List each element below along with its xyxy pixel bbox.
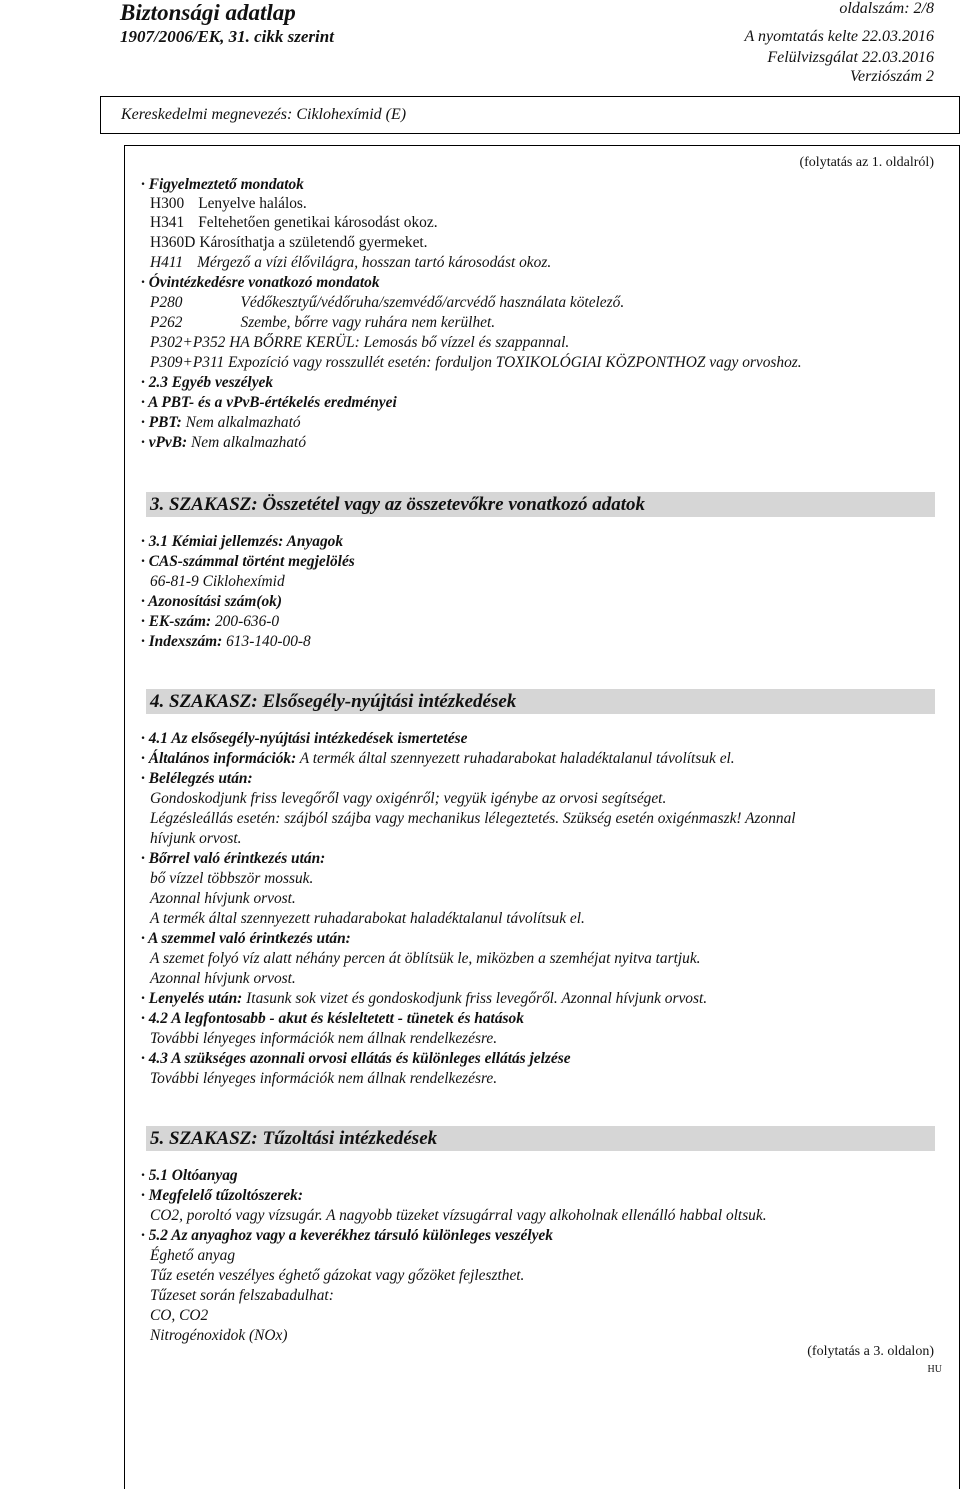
language-code: HU: [927, 1364, 942, 1375]
print-date: A nyomtatás kelte 22.03.2016: [744, 28, 934, 45]
s5-line: Nitrogénoxidok (NOx): [150, 1327, 288, 1344]
section-3-heading: 3. SZAKASZ: Összetétel vagy az összetevőkre vonatkozó adatok: [146, 492, 935, 517]
s3-chemical-characterization: · 3.1 Kémiai jellemzés: Anyagok: [141, 533, 344, 550]
s3-identifiers-title: · Azonosítási szám(ok): [141, 593, 282, 610]
h-statement: H360D Károsíthatja a születendő gyermeket.: [150, 234, 428, 251]
precautionary-title: · Óvintézkedésre vonatkozó mondatok: [141, 274, 380, 291]
revision-date: Felülvizsgálat 22.03.2016: [767, 49, 934, 66]
regulation-reference: 1907/2006/EK, 31. cikk szerint: [120, 27, 334, 46]
continued-from: (folytatás az 1. oldalról): [799, 155, 934, 170]
product-box: [100, 96, 960, 134]
s4-line: hívjunk orvost.: [150, 830, 242, 847]
s4-line: Azonnal hívjunk orvost.: [150, 970, 296, 987]
p-statement: P309+P311 Expozíció vagy rosszullét esetén: forduljon TOXIKOLÓGIAI KÖZPONTHOZ vagy orvoshoz.: [150, 354, 802, 371]
s4-line: További lényeges információk nem állnak rendelkezésre.: [150, 1030, 498, 1047]
s4-line: · 4.1 Az elsősegély-nyújtási intézkedések ismertetése: [141, 730, 468, 747]
s4-line: Azonnal hívjunk orvost.: [150, 890, 296, 907]
page-number: oldalszám: 2/8: [839, 0, 934, 17]
pbt-vpvb-title: · A PBT- és a vPvB-értékelés eredményei: [141, 394, 397, 411]
version-number: Verziószám 2: [849, 68, 934, 85]
continued-to: (folytatás a 3. oldalon): [807, 1344, 934, 1359]
p-statement: P302+P352 HA BŐRRE KERÜL: Lemosás bő vízzel és szappannal.: [150, 334, 570, 351]
s5-line: Éghető anyag: [150, 1247, 236, 1264]
s4-line: · Belélegzés után:: [141, 770, 253, 787]
section-5-heading: 5. SZAKASZ: Tűzoltási intézkedések: [146, 1126, 935, 1151]
h-statement: H411 Mérgező a vízi élővilágra, hosszan tartó károsodást okoz.: [150, 254, 552, 271]
product-name: Kereskedelmi megnevezés: Ciklohexímid (E): [121, 106, 407, 123]
s3-index-number: · Indexszám: 613-140-00-8: [141, 633, 311, 650]
s5-line: · Megfelelő tűzoltószerek:: [141, 1187, 304, 1204]
s5-line: Tűz esetén veszélyes éghető gázokat vagy gőzöket fejleszthet.: [150, 1267, 525, 1284]
hazard-statements-title: · Figyelmeztető mondatok: [141, 176, 304, 193]
s5-line: · 5.1 Oltóanyag: [141, 1167, 238, 1184]
p-statement: P280 Védőkesztyű/védőruha/szemvédő/arcvédő használata kötelező.: [150, 294, 625, 311]
document-title: Biztonsági adatlap: [120, 0, 296, 25]
s4-line: bő vízzel többször mossuk.: [150, 870, 314, 887]
s4-ingestion: · Lenyelés után: Itasunk sok vizet és gondoskodjunk friss levegőről. Azonnal hívjunk orvost.: [141, 990, 708, 1007]
s3-cas-number: 66-81-9 Ciklohexímid: [150, 573, 285, 590]
s4-line: Légzésleállás esetén: szájból szájba vagy mechanikus lélegeztetés. Szükség esetén oxigénmaszk! Azonnal: [150, 810, 796, 827]
s4-general-info: · Általános információk: A termék által szennyezett ruhadarabokat haladéktalanul távolítsuk el.: [141, 750, 735, 767]
s4-line: · 4.3 A szükséges azonnali orvosi ellátás és különleges ellátás jelzése: [141, 1050, 571, 1067]
s5-line: Tűzeset során felszabadulhat:: [150, 1287, 334, 1304]
section-4-heading: 4. SZAKASZ: Elsősegély-nyújtási intézkedések: [146, 689, 935, 714]
vpvb-line: · vPvB: Nem alkalmazható: [141, 434, 307, 451]
p-statement: P262 Szembe, bőrre vagy ruhára nem kerülhet.: [150, 314, 496, 331]
s4-line: · Bőrrel való érintkezés után:: [141, 850, 326, 867]
s4-line: A szemet folyó víz alatt néhány percen át öblítsük le, miközben a szemhéjat nyitva tartjuk.: [150, 950, 701, 967]
s4-line: Gondoskodjunk friss levegőről vagy oxigénről; vegyük igénybe az orvosi segítséget.: [150, 790, 667, 807]
s4-line: További lényeges információk nem állnak rendelkezésre.: [150, 1070, 498, 1087]
s4-line: · 4.2 A legfontosabb - akut és késleltetett - tünetek és hatások: [141, 1010, 524, 1027]
h-statement: H300 Lenyelve halálos.: [150, 195, 307, 212]
pbt-line: · PBT: Nem alkalmazható: [141, 414, 301, 431]
s5-line: · 5.2 Az anyaghoz vagy a keverékhez társuló különleges veszélyek: [141, 1227, 553, 1244]
h-statement: H341 Feltehetően genetikai károsodást okoz.: [150, 214, 438, 231]
s5-line: CO2, poroltó vagy vízsugár. A nagyobb tüzeket vízsugárral vagy alkoholnak ellenálló habbal oltsuk.: [150, 1207, 767, 1224]
s5-line: CO, CO2: [150, 1307, 209, 1324]
s4-line: A termék által szennyezett ruhadarabokat haladéktalanul távolítsuk el.: [150, 910, 585, 927]
s3-ec-number: · EK-szám: 200-636-0: [141, 613, 280, 630]
other-hazards-title: · 2.3 Egyéb veszélyek: [141, 374, 274, 391]
s4-line: · A szemmel való érintkezés után:: [141, 930, 351, 947]
s3-cas-title: · CAS-számmal történt megjelölés: [141, 553, 355, 570]
